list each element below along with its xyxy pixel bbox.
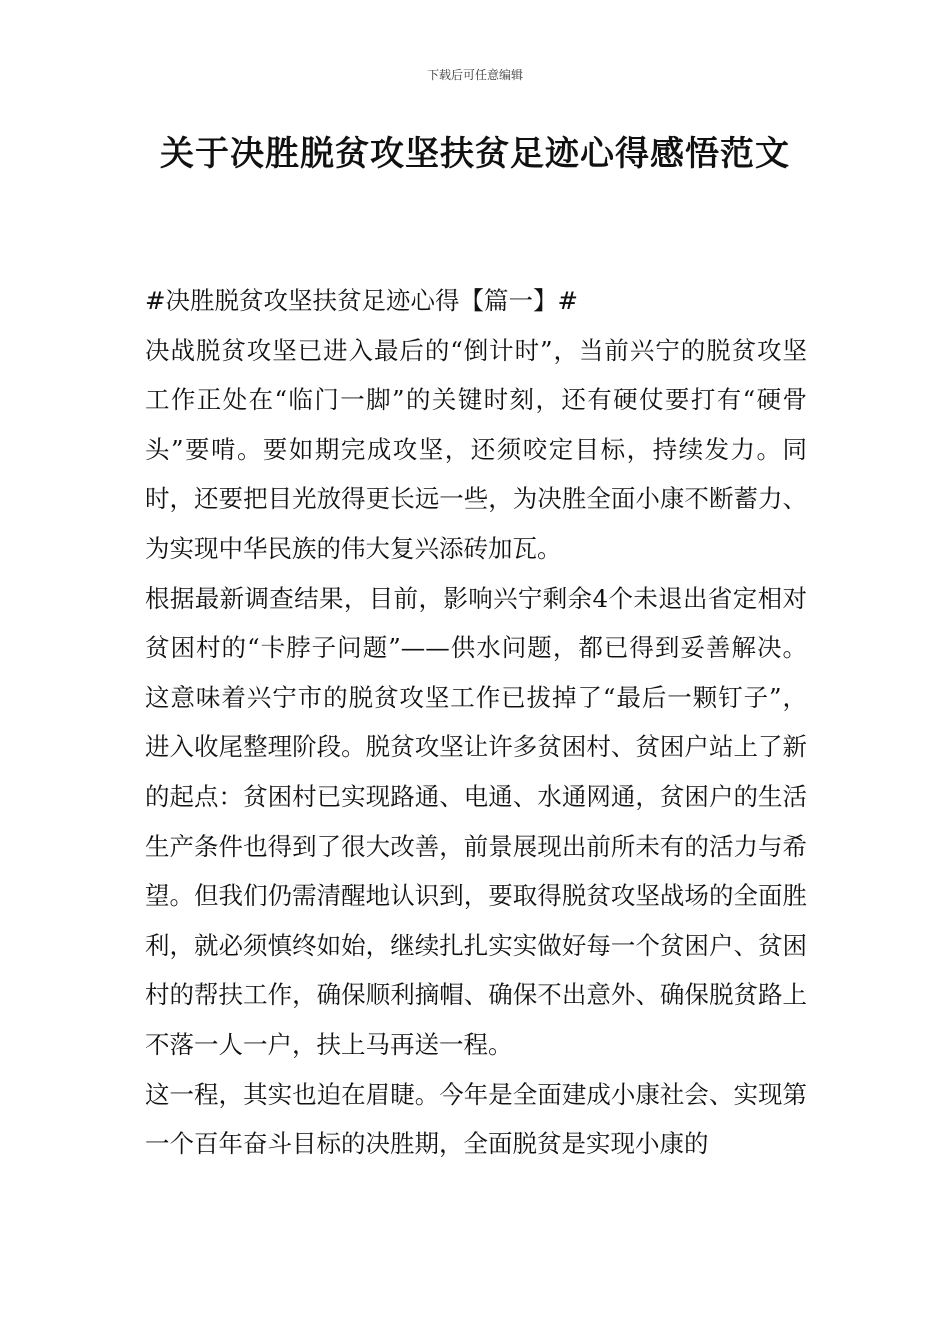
paragraph-3: 这一程，其实也迫在眉睫。今年是全面建成小康社会、实现第一个百年奋斗目标的决胜期，全面脱贫是实现小康的: [145, 1079, 807, 1159]
paragraph-2: 根据最新调查结果，目前，影响兴宁剩余4个未退出省定相对贫困村的“卡脖子问题”——供水问题，都已得到妥善解决。这意味着兴宁市的脱贫攻坚工作已拔掉了“最后一颗钉子”，进入收尾整理阶段。脱贫攻坚让许多贫困村、贫困户站上了新的起点：贫困村已实现路通、电通、水通网通，贫困户的生活生产条件也得到了很大改善，前景展现出前所未有的活力与希望。但我们仍需清醒地认识到，要取得脱贫攻坚战场的全面胜利，就必须慎终如始，继续扎扎实实做好每一个贫困户、贫困村的帮扶工作，确保顺利摘帽、确保不出意外、确保脱贫路上不落一人一户，扶上马再送一程。: [145, 583, 807, 1059]
document-title: 关于决胜脱贫攻坚扶贫足迹心得感悟范文: [160, 134, 790, 174]
header-note: 下载后可任意编辑: [426, 68, 523, 82]
paragraph-1: 决战脱贫攻坚已进入最后的“倒计时”，当前兴宁的脱贫攻坚工作正处在“临门一脚”的关键时刻，还有硬仗要打有“硬骨头”要啃。要如期完成攻坚，还须咬定目标，持续发力。同时，还要把目光放得更长远一些，为决胜全面小康不断蓄力、为实现中华民族的伟大复兴添砖加瓦。: [145, 335, 807, 563]
document-body: [145, 276, 807, 1169]
section-heading: #决胜脱贫攻坚扶贫足迹心得【篇一】#: [145, 286, 579, 315]
